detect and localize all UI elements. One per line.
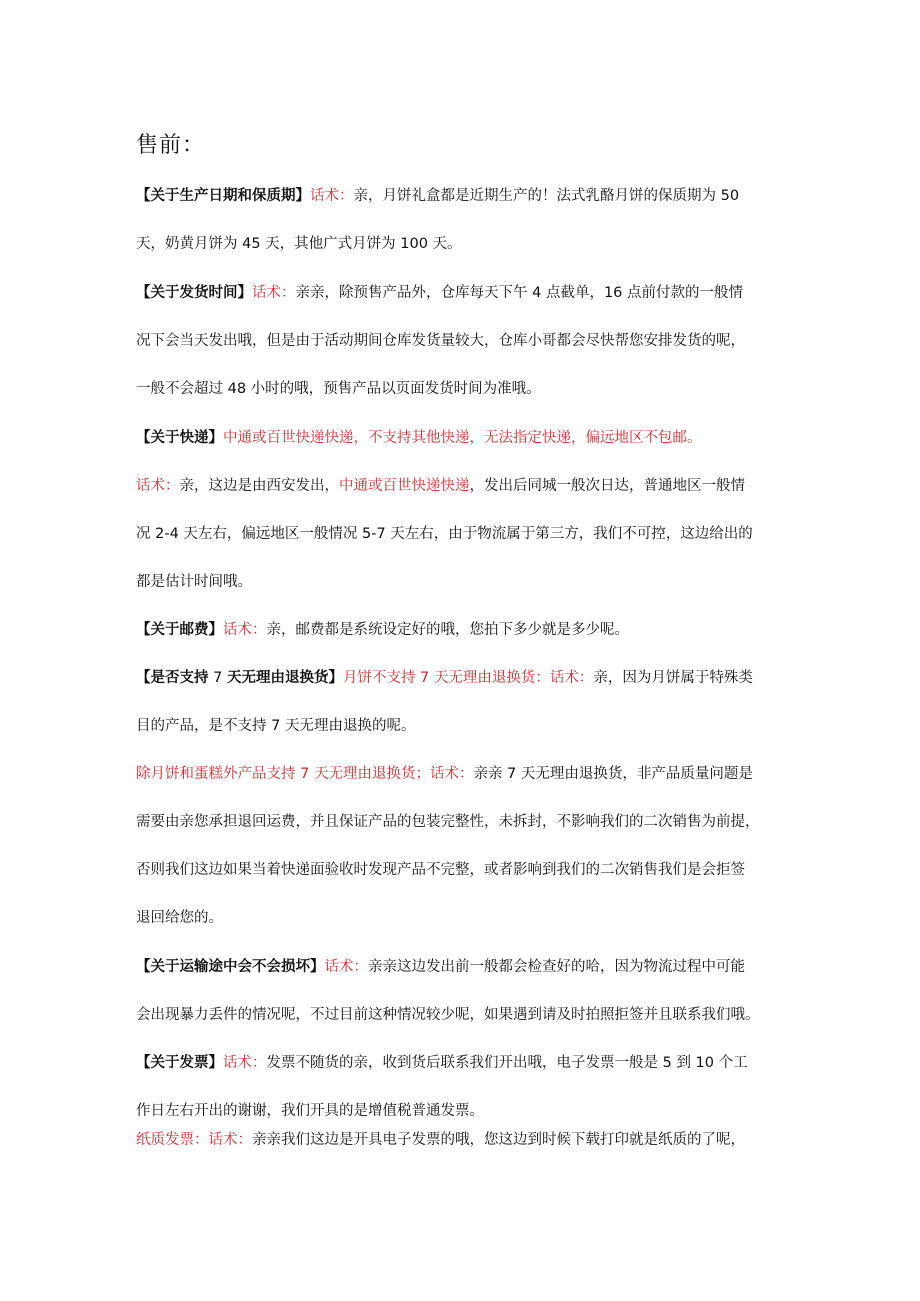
return-line-5: 否则我们这边如果当着快递面验收时发现产品不完整，或者影响到我们的二次销售我们是会拒签 — [136, 862, 745, 878]
express-line-4: 都是估计时间哦。 — [136, 574, 252, 590]
shipping-line-2: 况下会当天发出哦，但是由于活动期间仓库发货量较大，仓库小哥都会尽快帮您安排发货的呢， — [136, 333, 745, 349]
page-title: 售前： — [136, 133, 206, 158]
shipping-label: 话术： — [252, 285, 296, 301]
damage-line-1: 【关于运输途中会不会损坏】话术：亲亲这边发出前一般都会检查好的哈，因为物流过程中可能 — [136, 959, 745, 975]
shipping-line-3: 一般不会超过 48 小时的哦，预售产品以页面发货时间为准哦。 — [136, 381, 541, 397]
postage-label: 话术： — [223, 622, 267, 638]
production-line-1: 【关于生产日期和保质期】话术：亲，月饼礼盒都是近期生产的！法式乳酪月饼的保质期为 50 — [136, 188, 740, 204]
shipping-line-1: 【关于发货时间】话术：亲亲，除预售产品外，仓库每天下午 4 点截单，16 点前付款的一般情 — [136, 285, 744, 301]
damage-heading: 【关于运输途中会不会损坏】 — [136, 959, 325, 975]
invoice-label: 话术： — [223, 1055, 267, 1071]
return-red-label-1: 月饼不支持 7 天无理由退换货：话术： — [342, 670, 594, 686]
return-line-3: 除月饼和蛋糕外产品支持 7 天无理由退换货；话术：亲亲 7 天无理由退换货，非产品质量问题是 — [136, 766, 753, 782]
invoice-line-2: 作日左右开出的谢谢，我们开具的是增值税普通发票。 — [136, 1103, 484, 1119]
express-line-1 — [136, 426, 796, 450]
return-heading: 【是否支持 7 天无理由退换货】 — [136, 670, 343, 686]
return-line-6: 退回给您的。 — [136, 910, 223, 926]
return-line-2: 目的产品，是不支持 7 天无理由退换的呢。 — [136, 718, 416, 734]
return-red-label-2: 除月饼和蛋糕外产品支持 7 天无理由退换货；话术： — [136, 766, 474, 782]
express-line-2: 话术：亲，这边是由西安发出，中通或百世快递快递，发出后同城一般次日达，普通地区一般情 — [136, 478, 745, 494]
return-line-4: 需要由亲您承担退回运费，并且保证产品的包装完整性，未拆封，不影响我们的二次销售为前提， — [136, 814, 760, 830]
postage-heading: 【关于邮费】 — [136, 622, 223, 638]
invoice-line-3: 纸质发票：话术：亲亲我们这边是开具电子发票的哦，您这边到时候下载打印就是纸质的了呢， — [136, 1132, 745, 1148]
invoice-heading: 【关于发票】 — [136, 1055, 223, 1071]
damage-label: 话术： — [324, 959, 368, 975]
return-line-1: 【是否支持 7 天无理由退换货】月饼不支持 7 天无理由退换货：话术：亲，因为月饼属于特殊类 — [136, 670, 753, 686]
invoice-line-1: 【关于发票】话术：发票不随货的亲，收到货后联系我们开出哦，电子发票一般是 5 到 10 个工 — [136, 1055, 748, 1071]
production-line-2: 天，奶黄月饼为 45 天，其他广式月饼为 100 天。 — [136, 236, 462, 252]
shipping-heading: 【关于发货时间】 — [136, 285, 252, 301]
express-label: 话术： — [136, 478, 180, 494]
express-notice: 中通或百世快递快递，不支持其他快递，无法指定快递，偏远地区不包邮。 — [223, 430, 702, 446]
express-heading: 【关于快递】 — [136, 430, 223, 446]
production-heading: 【关于生产日期和保质期】 — [136, 188, 310, 204]
paper-invoice-label: 纸质发票：话术： — [136, 1132, 252, 1148]
production-label: 话术： — [310, 188, 354, 204]
damage-line-2: 会出现暴力丢件的情况呢，不过目前这种情况较少呢，如果遇到请及时拍照拒签并且联系我们哦。 — [136, 1007, 760, 1023]
express-line-3: 况 2-4 天左右，偏远地区一般情况 5-7 天左右，由于物流属于第三方，我们不可控，这边给出的 — [136, 526, 753, 542]
postage-line-1: 【关于邮费】话术：亲，邮费都是系统设定好的哦，您拍下多少就是多少呢。 — [136, 622, 629, 638]
